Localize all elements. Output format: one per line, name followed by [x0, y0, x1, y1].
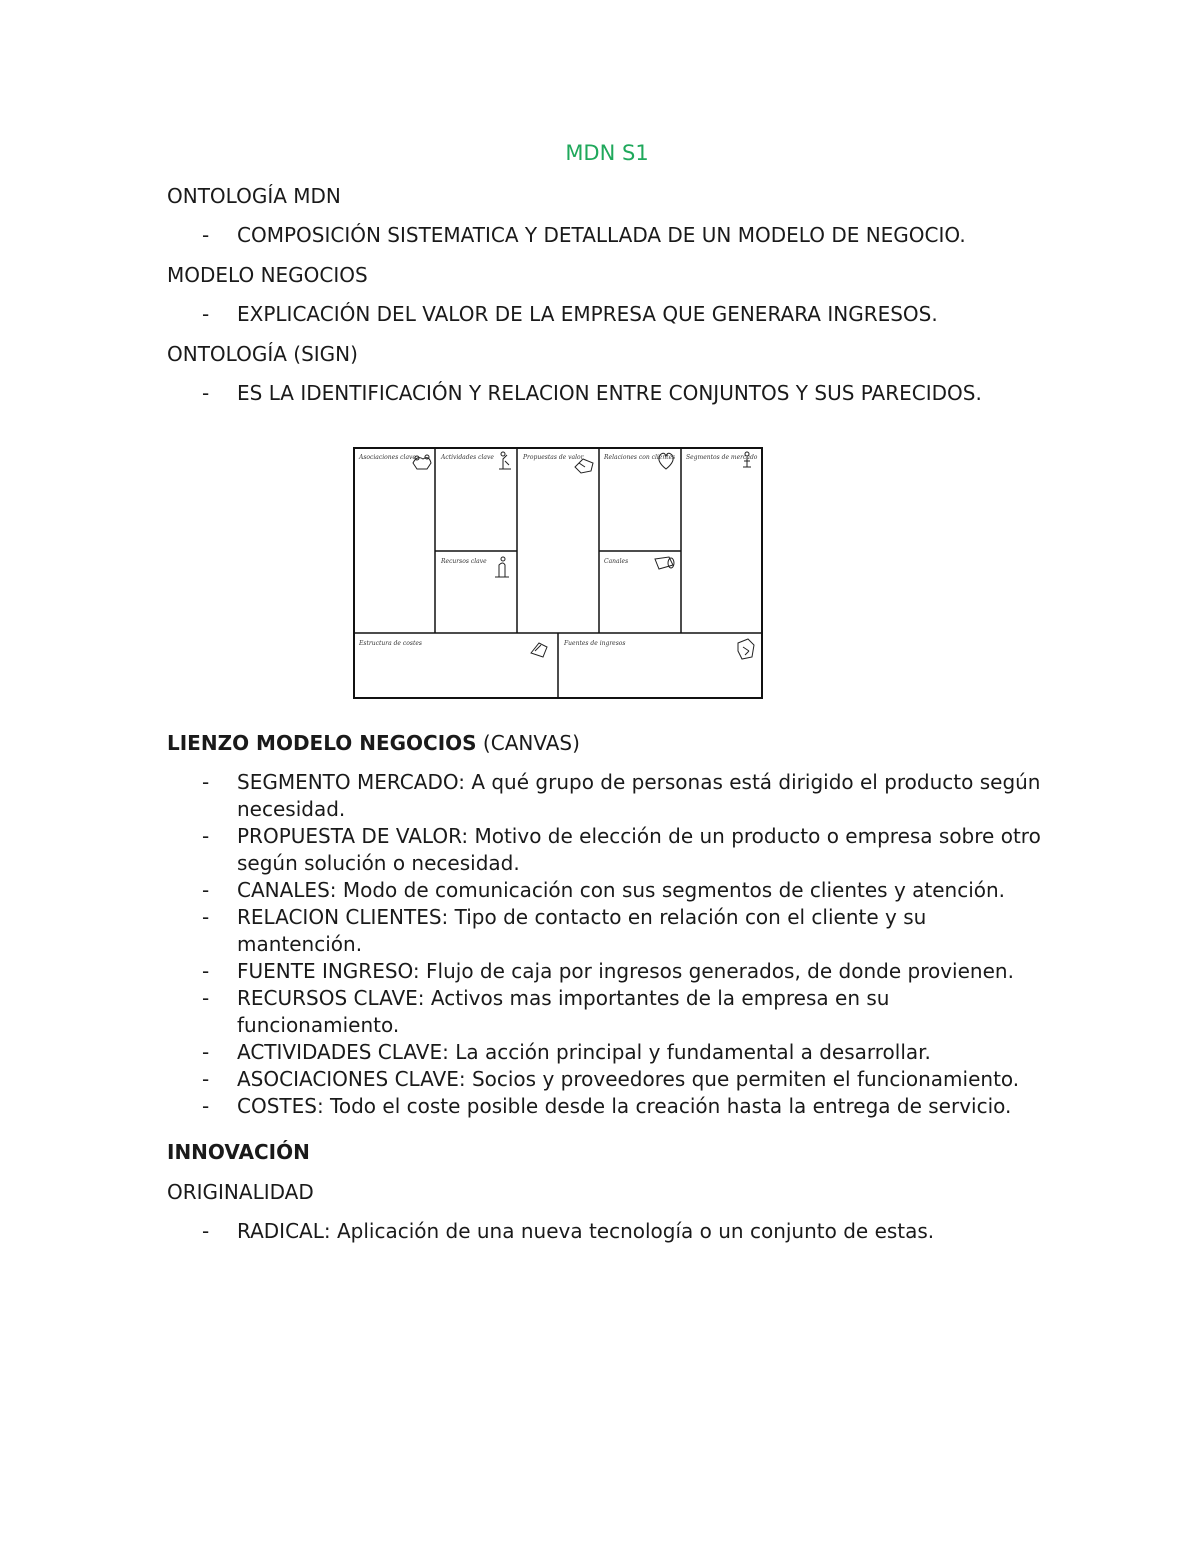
list-item: - RELACION CLIENTES: Tipo de contacto en relación con el cliente y su mantención.: [167, 904, 1047, 958]
heading-bold-text: LIENZO MODELO NEGOCIOS: [167, 731, 477, 755]
list-item: - RECURSOS CLAVE: Activos mas importantes de la empresa en su funcionamiento.: [167, 985, 1047, 1039]
cell-label-ingresos: Fuentes de ingresos: [564, 640, 626, 647]
list-item: - COMPOSICIÓN SISTEMATICA Y DETALLADA DE UN MODELO DE NEGOCIO.: [167, 222, 1047, 249]
cell-label-segmentos: Segmentos de mercado: [686, 454, 758, 461]
bullet-list: [167, 222, 1047, 249]
list-item: - EXPLICACIÓN DEL VALOR DE LA EMPRESA QUE GENERARA INGRESOS.: [167, 301, 1047, 328]
cell-label-asociaciones: Asociaciones clave: [359, 454, 416, 461]
cell-label-actividades: Actividades clave: [441, 454, 494, 461]
section-lienzo: [167, 729, 1047, 1120]
section-heading: [167, 729, 1047, 757]
list-item: - ASOCIACIONES CLAVE: Socios y proveedores que permiten el funcionamiento.: [167, 1066, 1047, 1093]
section-heading: ONTOLOGÍA (SIGN): [167, 342, 358, 366]
bullet-list: [167, 769, 1047, 1120]
cell-label-recursos: Recursos clave: [441, 558, 487, 565]
canvas-diagram: [353, 447, 763, 699]
list-item: - FUENTE INGRESO: Flujo de caja por ingresos generados, de donde provienen.: [167, 958, 1047, 985]
bullet-list: [167, 301, 1047, 328]
bullet-list: [167, 380, 1047, 407]
list-item: - COSTES: Todo el coste posible desde la creación hasta la entrega de servicio.: [167, 1093, 1047, 1120]
list-item: - ACTIVIDADES CLAVE: La acción principal y fundamental a desarrollar.: [167, 1039, 1047, 1066]
document-page: [167, 138, 1047, 1257]
list-item: - PROPUESTA DE VALOR: Motivo de elección de un producto o empresa sobre otro según solución o necesidad.: [167, 823, 1047, 877]
section-modelo-negocios: [167, 261, 1047, 328]
cell-label-canales: Canales: [604, 558, 629, 565]
bullet-list: [167, 1218, 1047, 1245]
section-heading: ONTOLOGÍA MDN: [167, 184, 341, 208]
section-ontologia-sign: [167, 340, 1047, 407]
list-item: - ES LA IDENTIFICACIÓN Y RELACION ENTRE CONJUNTOS Y SUS PARECIDOS.: [167, 380, 1047, 407]
section-ontologia-mdn: [167, 182, 1047, 249]
section-subheading: ORIGINALIDAD: [167, 1180, 314, 1204]
list-item: - SEGMENTO MERCADO: A qué grupo de personas está dirigido el producto según necesidad.: [167, 769, 1047, 823]
heading-normal-text: (CANVAS): [476, 731, 580, 755]
cell-label-relaciones: Relaciones con clientes: [604, 454, 676, 461]
business-model-canvas-figure: [353, 447, 763, 699]
list-item: - CANALES: Modo de comunicación con sus segmentos de clientes y atención.: [167, 877, 1047, 904]
page-title: MDN S1: [565, 141, 649, 165]
cell-label-costes: Estructura de costes: [359, 640, 422, 647]
list-item: - RADICAL: Aplicación de una nueva tecnología o un conjunto de estas.: [167, 1218, 1047, 1245]
section-innovacion: [167, 1138, 1047, 1245]
section-heading: INNOVACIÓN: [167, 1140, 310, 1164]
cell-label-propuesta: Propuestas de valor: [523, 454, 584, 461]
section-heading: MODELO NEGOCIOS: [167, 263, 368, 287]
